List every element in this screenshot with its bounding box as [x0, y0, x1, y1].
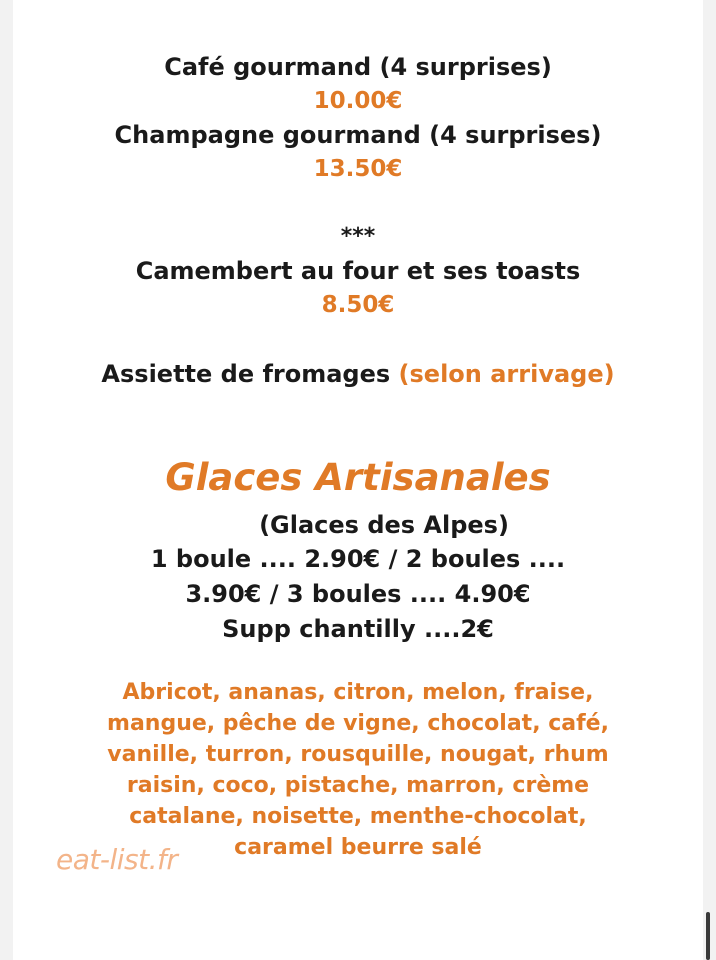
- cafe-gourmand-title: Café gourmand (4 surprises): [164, 53, 552, 81]
- camembert-price: 8.50€: [321, 292, 395, 318]
- glaces-subtitle: (Glaces des Alpes): [259, 511, 509, 539]
- flavors-line: catalane, noisette, menthe-chocolat,: [129, 804, 587, 829]
- glaces-prices-line-1: 1 boule .... 2.90€ / 2 boules ....: [150, 545, 566, 573]
- flavors-line: caramel beurre salé: [234, 835, 482, 860]
- flavors-line: mangue, pêche de vigne, chocolat, café,: [107, 711, 609, 736]
- flavors-line: raisin, coco, pistache, marron, crème: [126, 773, 590, 798]
- assiette-fromages-line: [0, 360, 716, 388]
- flavors-line: Abricot, ananas, citron, melon, fraise,: [122, 680, 594, 705]
- scrollbar[interactable]: [706, 912, 710, 960]
- eat-list-watermark: eat-list.fr: [56, 843, 178, 876]
- section-separator: ***: [340, 224, 376, 249]
- assiette-fromages-note: (selon arrivage): [398, 360, 615, 388]
- champagne-gourmand-title: Champagne gourmand (4 surprises): [114, 121, 602, 149]
- flavors-line: vanille, turron, rousquille, nougat, rhum: [107, 742, 609, 767]
- glaces-heading: Glaces Artisanales: [165, 456, 551, 499]
- cafe-gourmand-price: 10.00€: [313, 88, 403, 114]
- champagne-gourmand-price: 13.50€: [313, 156, 403, 182]
- glaces-prices-line-2: 3.90€ / 3 boules .... 4.90€: [185, 580, 531, 608]
- camembert-title: Camembert au four et ses toasts: [135, 257, 581, 285]
- assiette-fromages-title: Assiette de fromages: [101, 360, 391, 388]
- supp-chantilly: Supp chantilly ....2€: [222, 615, 494, 643]
